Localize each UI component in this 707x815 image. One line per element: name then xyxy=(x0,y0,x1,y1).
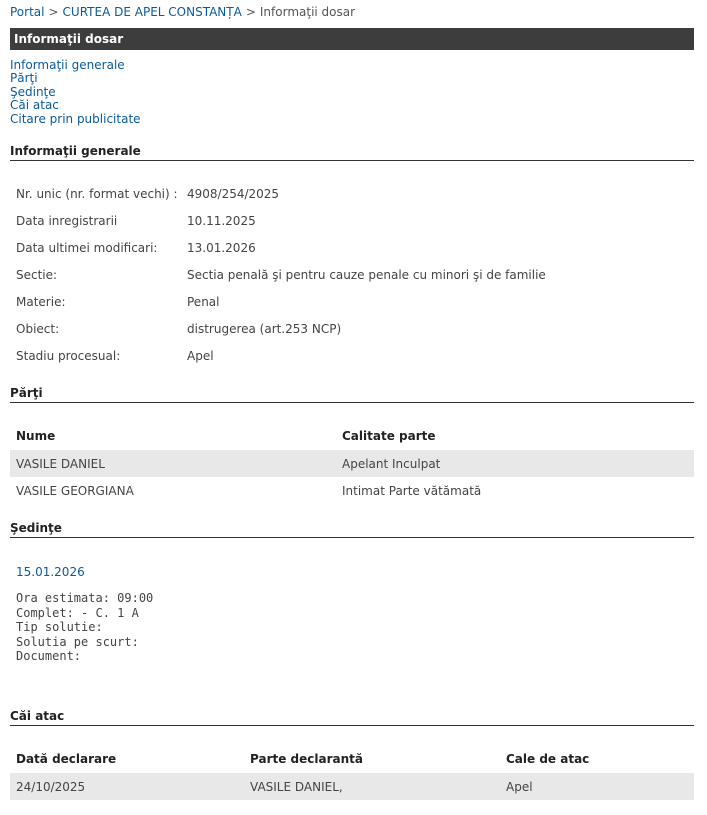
hearing-solution-summary: Solutia pe scurt: xyxy=(16,634,139,649)
info-value: Penal xyxy=(187,295,220,309)
hearing-details xyxy=(16,591,153,664)
parti-table xyxy=(10,422,694,504)
breadcrumb-separator: > xyxy=(48,5,59,19)
nav-link-general[interactable]: Informaţii generale xyxy=(10,58,125,72)
hearing-solution-type: Tip solutie: xyxy=(16,620,103,634)
column-header-data-declarare: Dată declarare xyxy=(16,752,117,766)
info-label: Materie: xyxy=(16,295,66,309)
column-header-cale-atac: Cale de atac xyxy=(506,752,590,766)
info-label: Data inregistrarii xyxy=(16,214,118,228)
breadcrumb-portal-link[interactable]: Portal xyxy=(10,5,45,19)
info-value: 13.01.2026 xyxy=(187,241,256,255)
nav-link-cai-atac[interactable]: Căi atac xyxy=(10,98,59,113)
party-role: Apelant Inculpat xyxy=(336,450,694,477)
nav-link-parti[interactable]: Părţi xyxy=(10,71,38,86)
breadcrumb-court-link[interactable]: CURTEA DE APEL CONSTANȚA xyxy=(62,5,242,19)
column-header-parte-declaranta: Parte declarantă xyxy=(250,752,363,766)
appeal-party: VASILE DANIEL, xyxy=(244,773,500,800)
table-row xyxy=(10,477,694,504)
party-name: VASILE GEORGIANA xyxy=(16,483,134,498)
info-label: Stadiu procesual: xyxy=(16,349,121,363)
table-header-row xyxy=(10,745,694,773)
hearing-document: Document: xyxy=(16,649,82,663)
breadcrumb-current: Informaţii dosar xyxy=(259,5,356,19)
party-name: VASILE DANIEL xyxy=(10,450,336,477)
hearing-time: Ora estimata: 09:00 xyxy=(16,591,154,605)
table-header-row xyxy=(10,422,694,450)
section-nav xyxy=(10,59,141,126)
hearing-date: 15.01.2026 xyxy=(16,565,85,579)
hearing-panel: Complet: - C. 1 A xyxy=(16,605,139,620)
nav-link-citare[interactable]: Citare prin publicitate xyxy=(10,111,141,126)
party-role: Intimat Parte vătămată xyxy=(342,483,482,498)
column-header-nume: Nume xyxy=(16,429,56,443)
info-value: Sectia penală şi pentru cauze penale cu minori şi de familie xyxy=(187,268,546,282)
breadcrumb xyxy=(10,5,355,19)
info-label: Data ultimei modificari: xyxy=(16,241,158,255)
breadcrumb-separator: > xyxy=(245,5,256,19)
page-title: Informaţii dosar xyxy=(10,28,694,50)
column-header-calitate: Calitate parte xyxy=(342,429,436,443)
info-value: 4908/254/2025 xyxy=(187,187,280,201)
appeal-date: 24/10/2025 xyxy=(10,773,244,800)
info-value: Apel xyxy=(187,349,214,363)
cai-atac-heading: Căi atac xyxy=(10,709,694,726)
cai-atac-table xyxy=(10,745,694,800)
info-value: 10.11.2025 xyxy=(187,214,256,228)
sedinte-heading: Şedinţe xyxy=(10,521,694,538)
info-value: distrugerea (art.253 NCP) xyxy=(187,322,342,336)
parti-heading: Părţi xyxy=(10,386,694,403)
nav-link-sedinte[interactable]: Şedinţe xyxy=(10,84,56,99)
info-label: Obiect: xyxy=(16,322,60,336)
appeal-type: Apel xyxy=(500,773,694,800)
table-row xyxy=(10,450,694,477)
general-heading: Informaţii generale xyxy=(10,144,694,161)
info-label: Sectie: xyxy=(16,268,58,282)
info-label: Nr. unic (nr. format vechi) : xyxy=(16,187,178,201)
table-row xyxy=(10,773,694,800)
